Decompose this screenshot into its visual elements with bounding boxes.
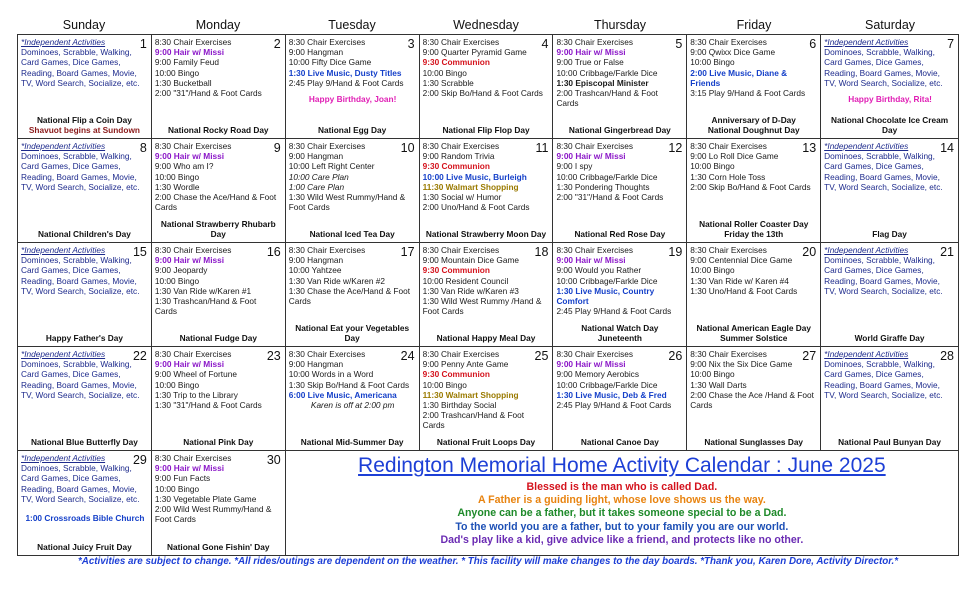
activity-line: 10:00 Bingo xyxy=(154,67,200,78)
observance-line: National Flip Flop Day xyxy=(442,124,530,135)
activity-line: 1:30 Wall Darts xyxy=(690,379,747,390)
weekday-wednesday: Wednesday xyxy=(453,18,519,32)
weekday-sunday: Sunday xyxy=(62,18,106,32)
day-cell-3 xyxy=(286,35,420,138)
day-observance xyxy=(555,229,684,239)
day-cell-20 xyxy=(687,243,821,346)
day-observance xyxy=(422,437,551,447)
day-observance xyxy=(154,219,283,239)
day-cell-15 xyxy=(18,243,152,346)
observance-line: National Strawberry Moon Day xyxy=(425,228,547,239)
activity-line: 10:00 Bingo xyxy=(154,379,200,390)
independent-activities-list: Dominoes, Scrabble, Walking, Card Games, Dice Games, Reading, Board Games, Movie, TV, Word Search, Socialize, etc. xyxy=(21,255,140,296)
activity-line: 2:00 Trashcan/Hand & Foot Cards xyxy=(422,410,525,431)
activity-line: 10:00 Fifty Dice Game xyxy=(288,57,372,68)
observance-line: National American Eagle Day xyxy=(696,322,811,333)
day-number: 18 xyxy=(534,245,549,259)
activity-line: 8:30 Chair Exercises xyxy=(154,37,232,47)
day-number: 22 xyxy=(132,349,147,363)
day-number: 19 xyxy=(668,245,683,259)
day-cell-25 xyxy=(420,347,554,450)
day-cell-28 xyxy=(821,347,959,450)
observance-line: National Rocky Road Day xyxy=(168,124,269,135)
day-number: 15 xyxy=(132,245,147,259)
independent-activities-title: *Independent Activities xyxy=(824,141,909,151)
weekday-header xyxy=(17,16,959,34)
day-observance xyxy=(20,229,149,239)
independent-activities-title: *Independent Activities xyxy=(21,245,106,255)
day-cell-27 xyxy=(687,347,821,450)
activity-line: 10:00 Yahtzee xyxy=(288,265,342,276)
day-number: 7 xyxy=(947,37,955,51)
activity-line: 9:30 Communion xyxy=(422,265,490,276)
independent-activities-title: *Independent Activities xyxy=(824,245,909,255)
day-number: 13 xyxy=(802,141,817,155)
fathers-day-quote: A Father is a guiding light, whose love shows us the way. xyxy=(477,494,766,507)
activity-line: 9:30 Communion xyxy=(422,369,490,380)
day-number: 30 xyxy=(266,453,281,467)
day-observance xyxy=(823,115,956,135)
day-number: 2 xyxy=(273,37,281,51)
observance-line: National Gingerbread Day xyxy=(568,124,671,135)
day-observance xyxy=(154,437,283,447)
activity-line: 9:00 Wheel of Fortune xyxy=(154,369,237,380)
activity-line: 9:00 Memory Aerobics xyxy=(556,369,639,380)
activity-line: 1:30 Skip Bo/Hand & Foot Cards xyxy=(288,379,410,390)
activity-line: 6:00 Live Music, Americana xyxy=(288,389,397,400)
day-observance xyxy=(555,125,684,135)
activity-line: 1:00 Crossroads Bible Church xyxy=(25,513,145,524)
day-number: 21 xyxy=(940,245,955,259)
activity-line: 8:30 Chair Exercises xyxy=(154,245,232,255)
disclaimer: *Activities are subject to change. *All rides/outings are dependent on the weather. * This facility will make changes to the day boards. *Thank you, Karen Dore, Activity Director.* xyxy=(77,556,899,567)
observance-line: Juneteenth xyxy=(597,332,642,343)
day-cell-4 xyxy=(420,35,554,138)
independent-activities-list: Dominoes, Scrabble, Walking, Card Games, Dice Games, Reading, Board Games, Movie, TV, Word Search, Socialize, etc. xyxy=(824,151,943,192)
activity-line: 8:30 Chair Exercises xyxy=(422,37,500,47)
observance-line: National Children's Day xyxy=(38,228,131,239)
observance-line: Summer Solstice xyxy=(720,332,788,343)
day-number: 24 xyxy=(400,349,415,363)
activity-line: 9:00 Fun Facts xyxy=(154,473,211,484)
activity-line: 8:30 Chair Exercises xyxy=(154,453,232,463)
activity-line: 9:00 I spy xyxy=(556,161,593,172)
activity-line: 8:30 Chair Exercises xyxy=(556,37,633,47)
activity-line: 8:30 Chair Exercises xyxy=(556,141,633,151)
activity-line: 8:30 Chair Exercises xyxy=(556,349,633,359)
observance-line: National Fudge Day xyxy=(179,332,258,343)
independent-activities-title: *Independent Activities xyxy=(21,37,106,47)
independent-activities-list: Dominoes, Scrabble, Walking, Card Games, Dice Games, Reading, Board Games, Movie, TV, Word Search, Socialize, etc. xyxy=(824,255,943,296)
activity-line: 10:00 Bingo xyxy=(422,67,467,78)
activity-line: 1:30 Van Ride w/Karen #1 xyxy=(154,285,252,296)
observance-line: Flag Day xyxy=(872,228,907,239)
activity-line: 10:00 Bingo xyxy=(422,379,467,390)
day-cell-12 xyxy=(553,139,687,242)
activity-line: 1:30 Wild West Rummy /Hand & Foot Cards xyxy=(422,296,542,317)
day-number: 28 xyxy=(940,349,955,363)
activity-line: 9:00 Quarter Pyramid Game xyxy=(422,47,527,58)
activity-line: 2:00 "31"/Hand & Foot Cards xyxy=(154,88,262,99)
observance-line: National Pink Day xyxy=(183,436,254,447)
independent-activities-list: Dominoes, Scrabble, Walking, Card Games, Dice Games, Reading, Board Games, Movie, TV, Word Search, Socialize, etc. xyxy=(21,359,140,400)
day-observance xyxy=(288,229,417,239)
activity-line: 9:00 Hangman xyxy=(288,151,344,162)
activity-line: 2:00 Skip Bo/Hand & Foot Cards xyxy=(690,181,811,192)
day-cell-11 xyxy=(420,139,554,242)
activity-line: 2:45 Play 9/Hand & Foot Cards xyxy=(556,400,672,411)
activity-line: 10:00 Bingo xyxy=(154,275,200,286)
activity-line: 9:00 Hair w/ Missi xyxy=(556,47,626,58)
day-cell-22 xyxy=(18,347,152,450)
calendar-title: Redington Memorial Home Activity Calendar : June 2025 xyxy=(358,454,886,477)
activity-line: 1:30 Chase the Ace/Hand & Foot Cards xyxy=(288,285,411,307)
observance-line: National Strawberry Rhubarb Day xyxy=(160,218,276,239)
day-observance xyxy=(689,437,818,447)
observance-line: Happy Father's Day xyxy=(45,332,123,343)
day-observance xyxy=(555,323,684,343)
activity-line: 1:30 Wordle xyxy=(154,181,200,192)
activity-line: 10:00 Words in a Word xyxy=(288,369,374,380)
activity-line: 1:30 Van Ride w/ Karen #4 xyxy=(690,275,789,286)
week-row xyxy=(18,139,959,243)
observance-line: Shavuot begins at Sundown xyxy=(28,124,140,135)
activity-line: 9:00 Penny Ante Game xyxy=(422,359,509,370)
activity-line: 1:30 Live Music, Dusty Titles xyxy=(288,67,402,78)
observance-line: National Paul Bunyan Day xyxy=(838,436,941,447)
day-number: 9 xyxy=(273,141,281,155)
activity-line: Happy Birthday, Rita! xyxy=(848,94,932,105)
day-observance xyxy=(823,333,956,343)
activity-line: 9:00 Hair w/ Missi xyxy=(154,359,225,370)
activity-line: 10:00 Live Music, Burleigh xyxy=(422,171,527,182)
day-observance xyxy=(689,115,818,135)
day-observance xyxy=(288,437,417,447)
activity-line: 2:00 Wild West Rummy/Hand & Foot Cards xyxy=(154,504,272,525)
day-cell-13 xyxy=(687,139,821,242)
activity-line: 1:30 "31"/Hand & Foot Cards xyxy=(154,400,262,411)
observance-line: National Sunglasses Day xyxy=(704,436,804,447)
activity-line: 8:30 Chair Exercises xyxy=(422,141,500,151)
activity-line: 1:30 Social w/ Humor xyxy=(422,192,502,203)
activity-line: 8:30 Chair Exercises xyxy=(288,141,366,151)
activity-line: 9:30 Communion xyxy=(422,161,490,172)
activity-line: 2:00 Uno/Hand & Foot Cards xyxy=(422,202,530,213)
activity-line: 10:00 Bingo xyxy=(690,265,735,276)
activity-line: 9:00 Hair w/ Missi xyxy=(154,151,225,162)
activity-line: 9:00 Mountain Dice Game xyxy=(422,255,519,266)
day-number: 8 xyxy=(139,141,147,155)
weekday-thursday: Thursday xyxy=(593,18,647,32)
activity-line: 8:30 Chair Exercises xyxy=(690,141,767,151)
day-number: 26 xyxy=(668,349,683,363)
activity-line: 8:30 Chair Exercises xyxy=(556,245,633,255)
activity-line: 9:00 Hair w/ Missi xyxy=(556,359,626,370)
weekday-friday: Friday xyxy=(736,18,772,32)
day-observance xyxy=(154,542,283,552)
activity-line: 1:30 Birthday Social xyxy=(422,400,497,411)
day-number: 25 xyxy=(534,349,549,363)
activity-line: 1:30 Trashcan/Hand & Foot Cards xyxy=(154,296,257,317)
observance-line: National Roller Coaster Day xyxy=(699,218,809,229)
activity-line: 8:30 Chair Exercises xyxy=(690,245,767,255)
activity-line: 10:00 Resident Council xyxy=(422,275,509,286)
observance-line: Anniversary of D-Day xyxy=(711,114,796,125)
day-cell-9 xyxy=(152,139,286,242)
independent-activities-title: *Independent Activities xyxy=(21,141,106,151)
day-cell-26 xyxy=(553,347,687,450)
day-cell-19 xyxy=(553,243,687,346)
fathers-day-quote: Blessed is the man who is called Dad. xyxy=(526,481,718,493)
independent-activities-list: Dominoes, Scrabble, Walking, Card Games, Dice Games, Reading, Board Games, Movie, TV, Word Search, Socialize, etc. xyxy=(824,47,943,88)
day-cell-2 xyxy=(152,35,286,138)
activity-line: 8:30 Chair Exercises xyxy=(288,37,366,47)
activity-line: 9:00 Qwixx Dice Game xyxy=(690,47,776,58)
week-row xyxy=(18,243,959,347)
day-cell-23 xyxy=(152,347,286,450)
day-observance xyxy=(20,437,149,447)
activity-line: 10:00 Bingo xyxy=(690,57,735,68)
observance-line: National Chocolate Ice Cream Day xyxy=(831,114,949,135)
activity-line: 2:45 Play 9/Hand & Foot Cards xyxy=(556,306,672,317)
activity-line: 9:00 Centennial Dice Game xyxy=(690,255,793,266)
day-cell-16 xyxy=(152,243,286,346)
activity-line: 2:00 Skip Bo/Hand & Foot Cards xyxy=(422,88,543,99)
weekday-monday: Monday xyxy=(195,18,241,32)
observance-line: National Canoe Day xyxy=(580,436,659,447)
day-observance xyxy=(20,115,149,135)
day-cell-18 xyxy=(420,243,554,346)
day-cell-6 xyxy=(687,35,821,138)
activity-line: 1:30 Van Ride w/Karen #3 xyxy=(422,285,519,296)
observance-line: National Happy Meal Day xyxy=(436,332,536,343)
observance-line: National Flip a Coin Day xyxy=(36,114,132,125)
fathers-day-quote: To the world you are a father, but to your family you are our world. xyxy=(455,520,789,533)
activity-line: 1:30 Episcopal Minister xyxy=(556,77,649,88)
day-number: 14 xyxy=(940,141,955,155)
observance-line: National Mid-Summer Day xyxy=(300,436,404,447)
day-observance xyxy=(154,125,283,135)
activity-line: 1:30 Scrabble xyxy=(422,77,474,88)
activity-line: 8:30 Chair Exercises xyxy=(288,349,366,359)
activity-line: 9:00 Nix the Six Dice Game xyxy=(690,359,793,370)
day-observance xyxy=(555,437,684,447)
observance-line: National Eat your Vegetables Day xyxy=(295,322,410,343)
activity-line: 1:30 Wild West Rummy/Hand & Foot Cards xyxy=(288,192,406,213)
day-cell-8 xyxy=(18,139,152,242)
day-number: 5 xyxy=(675,37,683,51)
activity-line: Karen is off at 2:00 pm xyxy=(310,400,395,411)
activity-line: 10:00 Cribbage/Farkle Dice xyxy=(556,379,658,390)
independent-activities-title: *Independent Activities xyxy=(21,453,106,463)
activity-line: 8:30 Chair Exercises xyxy=(422,349,500,359)
observance-line: National Egg Day xyxy=(318,124,387,135)
independent-activities-title: *Independent Activities xyxy=(824,349,909,359)
activity-line: 9:00 Family Feud xyxy=(154,57,219,68)
fathers-day-quote: Dad's play like a kid, give advice like a friend, and protects like no other. xyxy=(440,533,804,546)
day-cell-5 xyxy=(553,35,687,138)
calendar-grid xyxy=(17,34,959,556)
independent-activities-list: Dominoes, Scrabble, Walking, Card Games, Dice Games, Reading, Board Games, Movie, TV, Word Search, Socialize, etc. xyxy=(21,151,140,192)
day-observance xyxy=(288,125,417,135)
activity-line: 2:00 Chase the Ace /Hand & Foot Cards xyxy=(690,389,814,411)
week-row xyxy=(18,347,959,451)
activity-line: 9:30 Communion xyxy=(422,57,490,68)
day-number: 4 xyxy=(541,37,549,51)
observance-line: National Gone Fishin' Day xyxy=(167,541,270,552)
activity-line: 1:30 Vegetable Plate Game xyxy=(154,493,257,504)
activity-line: 1:30 Trip to the Library xyxy=(154,389,238,400)
day-observance xyxy=(20,333,149,343)
activity-line: 9:00 Hangman xyxy=(288,47,344,58)
day-observance xyxy=(422,333,551,343)
activity-line: 2:00 "31"/Hand & Foot Cards xyxy=(556,192,664,203)
activity-line: 10:00 Left Right Center xyxy=(288,161,375,172)
activity-line: 10:00 Bingo xyxy=(690,369,735,380)
day-observance xyxy=(20,542,149,552)
weekday-tuesday: Tuesday xyxy=(328,18,376,32)
day-number: 17 xyxy=(400,245,415,259)
independent-activities-list: Dominoes, Scrabble, Walking, Card Games, Dice Games, Reading, Board Games, Movie, TV, Word Search, Socialize, etc. xyxy=(21,463,140,504)
day-cell-29 xyxy=(18,451,152,555)
activity-line: 1:30 Pondering Thoughts xyxy=(556,181,650,192)
activity-line: 9:00 Hair w/ Missi xyxy=(154,463,225,474)
activity-line: 2:45 Play 9/Hand & Foot Cards xyxy=(288,77,404,88)
activity-line: 11:30 Walmart Shopping xyxy=(422,181,519,192)
activity-line: 10:00 Bingo xyxy=(690,161,735,172)
independent-activities-title: *Independent Activities xyxy=(21,349,106,359)
activity-line: 1:30 Live Music, Country Comfort xyxy=(556,285,655,307)
activity-line: 8:30 Chair Exercises xyxy=(690,349,767,359)
observance-line: National Red Rose Day xyxy=(574,228,666,239)
activity-line: 9:00 Jeopardy xyxy=(154,265,208,276)
week-row xyxy=(18,35,959,139)
activity-line: 1:30 Uno/Hand & Foot Cards xyxy=(690,285,798,296)
activity-line: 9:00 Lo Roll Dice Game xyxy=(690,151,779,162)
independent-activities-title: *Independent Activities xyxy=(824,37,909,47)
day-observance xyxy=(689,323,818,343)
activity-line: 9:00 Who am I? xyxy=(154,161,214,172)
fathers-day-quote: Anyone can be a father, but it takes someone special to be a Dad. xyxy=(457,507,787,520)
activity-line: 3:15 Play 9/Hand & Foot Cards xyxy=(690,88,806,99)
activity-line: 10:00 Cribbage/Farkle Dice xyxy=(556,171,658,182)
activity-line: 9:00 Hair w/ Missi xyxy=(556,255,626,266)
day-observance xyxy=(823,229,956,239)
day-number: 3 xyxy=(407,37,415,51)
observance-line: National Watch Day xyxy=(581,322,659,333)
day-number: 12 xyxy=(668,141,683,155)
day-cell-21 xyxy=(821,243,959,346)
independent-activities-list: Dominoes, Scrabble, Walking, Card Games, Dice Games, Reading, Board Games, Movie, TV, Word Search, Socialize, etc. xyxy=(824,359,943,400)
activity-line: 1:30 Van Ride w/Karen #2 xyxy=(288,275,385,286)
observance-line: National Juicy Fruit Day xyxy=(37,541,132,552)
day-cell-7 xyxy=(821,35,959,138)
observance-line: National Iced Tea Day xyxy=(309,228,395,239)
activity-line: 2:00 Chase the Ace/Hand & Foot Cards xyxy=(154,192,277,213)
day-number: 29 xyxy=(132,453,147,467)
activity-line: Happy Birthday, Joan! xyxy=(308,94,397,105)
day-number: 23 xyxy=(266,349,281,363)
day-cell-14 xyxy=(821,139,959,242)
activity-line: 9:00 Hair w/ Missi xyxy=(556,151,626,162)
activity-line: 10:00 Cribbage/Farkle Dice xyxy=(556,275,658,286)
activity-line: 10:00 Bingo xyxy=(154,483,200,494)
day-observance xyxy=(823,437,956,447)
observance-line: Friday the 13th xyxy=(724,228,784,239)
observance-line: World Giraffe Day xyxy=(854,332,925,343)
day-cell-24 xyxy=(286,347,420,450)
day-cell-30 xyxy=(152,451,286,555)
activity-line: 8:30 Chair Exercises xyxy=(690,37,767,47)
day-number: 10 xyxy=(400,141,415,155)
activity-line: 2:00 Trashcan/Hand & Foot Cards xyxy=(556,88,658,109)
day-observance xyxy=(288,323,417,343)
day-observance xyxy=(422,229,551,239)
independent-activities-list: Dominoes, Scrabble, Walking, Card Games, Dice Games, Reading, Board Games, Movie, TV, Word Search, Socialize, etc. xyxy=(21,47,140,88)
activity-line: 1:30 Corn Hole Toss xyxy=(690,171,766,182)
day-cell-1 xyxy=(18,35,152,138)
activity-line: 2:00 Live Music, Diane & Friends xyxy=(690,67,788,88)
day-number: 27 xyxy=(802,349,817,363)
activity-line: 9:00 True or False xyxy=(556,57,624,68)
day-observance xyxy=(689,219,818,239)
activity-line: 9:00 Hangman xyxy=(288,255,344,266)
activity-line: 8:30 Chair Exercises xyxy=(422,245,500,255)
day-observance xyxy=(422,125,551,135)
activity-line: 9:00 Hangman xyxy=(288,359,344,370)
day-number: 6 xyxy=(809,37,817,51)
calendar-banner xyxy=(286,451,959,555)
observance-line: National Blue Butterfly Day xyxy=(30,436,138,447)
calendar xyxy=(17,16,959,556)
weekday-saturday: Saturday xyxy=(864,18,916,32)
activity-line: 11:30 Walmart Shopping xyxy=(422,389,519,400)
week-row xyxy=(18,451,959,556)
activity-line: 8:30 Chair Exercises xyxy=(154,141,232,151)
activity-line: 1:30 Live Music, Deb & Fred xyxy=(556,389,667,400)
activity-line: 10:00 Bingo xyxy=(154,171,200,182)
observance-line: National Fruit Loops Day xyxy=(436,436,536,447)
day-number: 20 xyxy=(802,245,817,259)
observance-line: National Doughnut Day xyxy=(707,124,800,135)
activity-line: 1:00 Care Plan xyxy=(288,181,345,192)
day-observance xyxy=(154,333,283,343)
activity-line: 1:30 Bucketball xyxy=(154,77,212,88)
activity-line: 9:00 Hair w/ Missi xyxy=(154,47,225,58)
day-number: 16 xyxy=(266,245,281,259)
day-number: 11 xyxy=(535,141,549,155)
activity-line: 9:00 Random Trivia xyxy=(422,151,495,162)
day-number: 1 xyxy=(139,37,147,51)
activity-line: 9:00 Would you Rather xyxy=(556,265,642,276)
activity-line: 9:00 Hair w/ Missi xyxy=(154,255,225,266)
activity-line: 8:30 Chair Exercises xyxy=(154,349,232,359)
activity-line: 10:00 Cribbage/Farkle Dice xyxy=(556,67,658,78)
activity-line: 8:30 Chair Exercises xyxy=(288,245,366,255)
day-cell-17 xyxy=(286,243,420,346)
day-cell-10 xyxy=(286,139,420,242)
activity-line: 10:00 Care Plan xyxy=(288,171,349,182)
